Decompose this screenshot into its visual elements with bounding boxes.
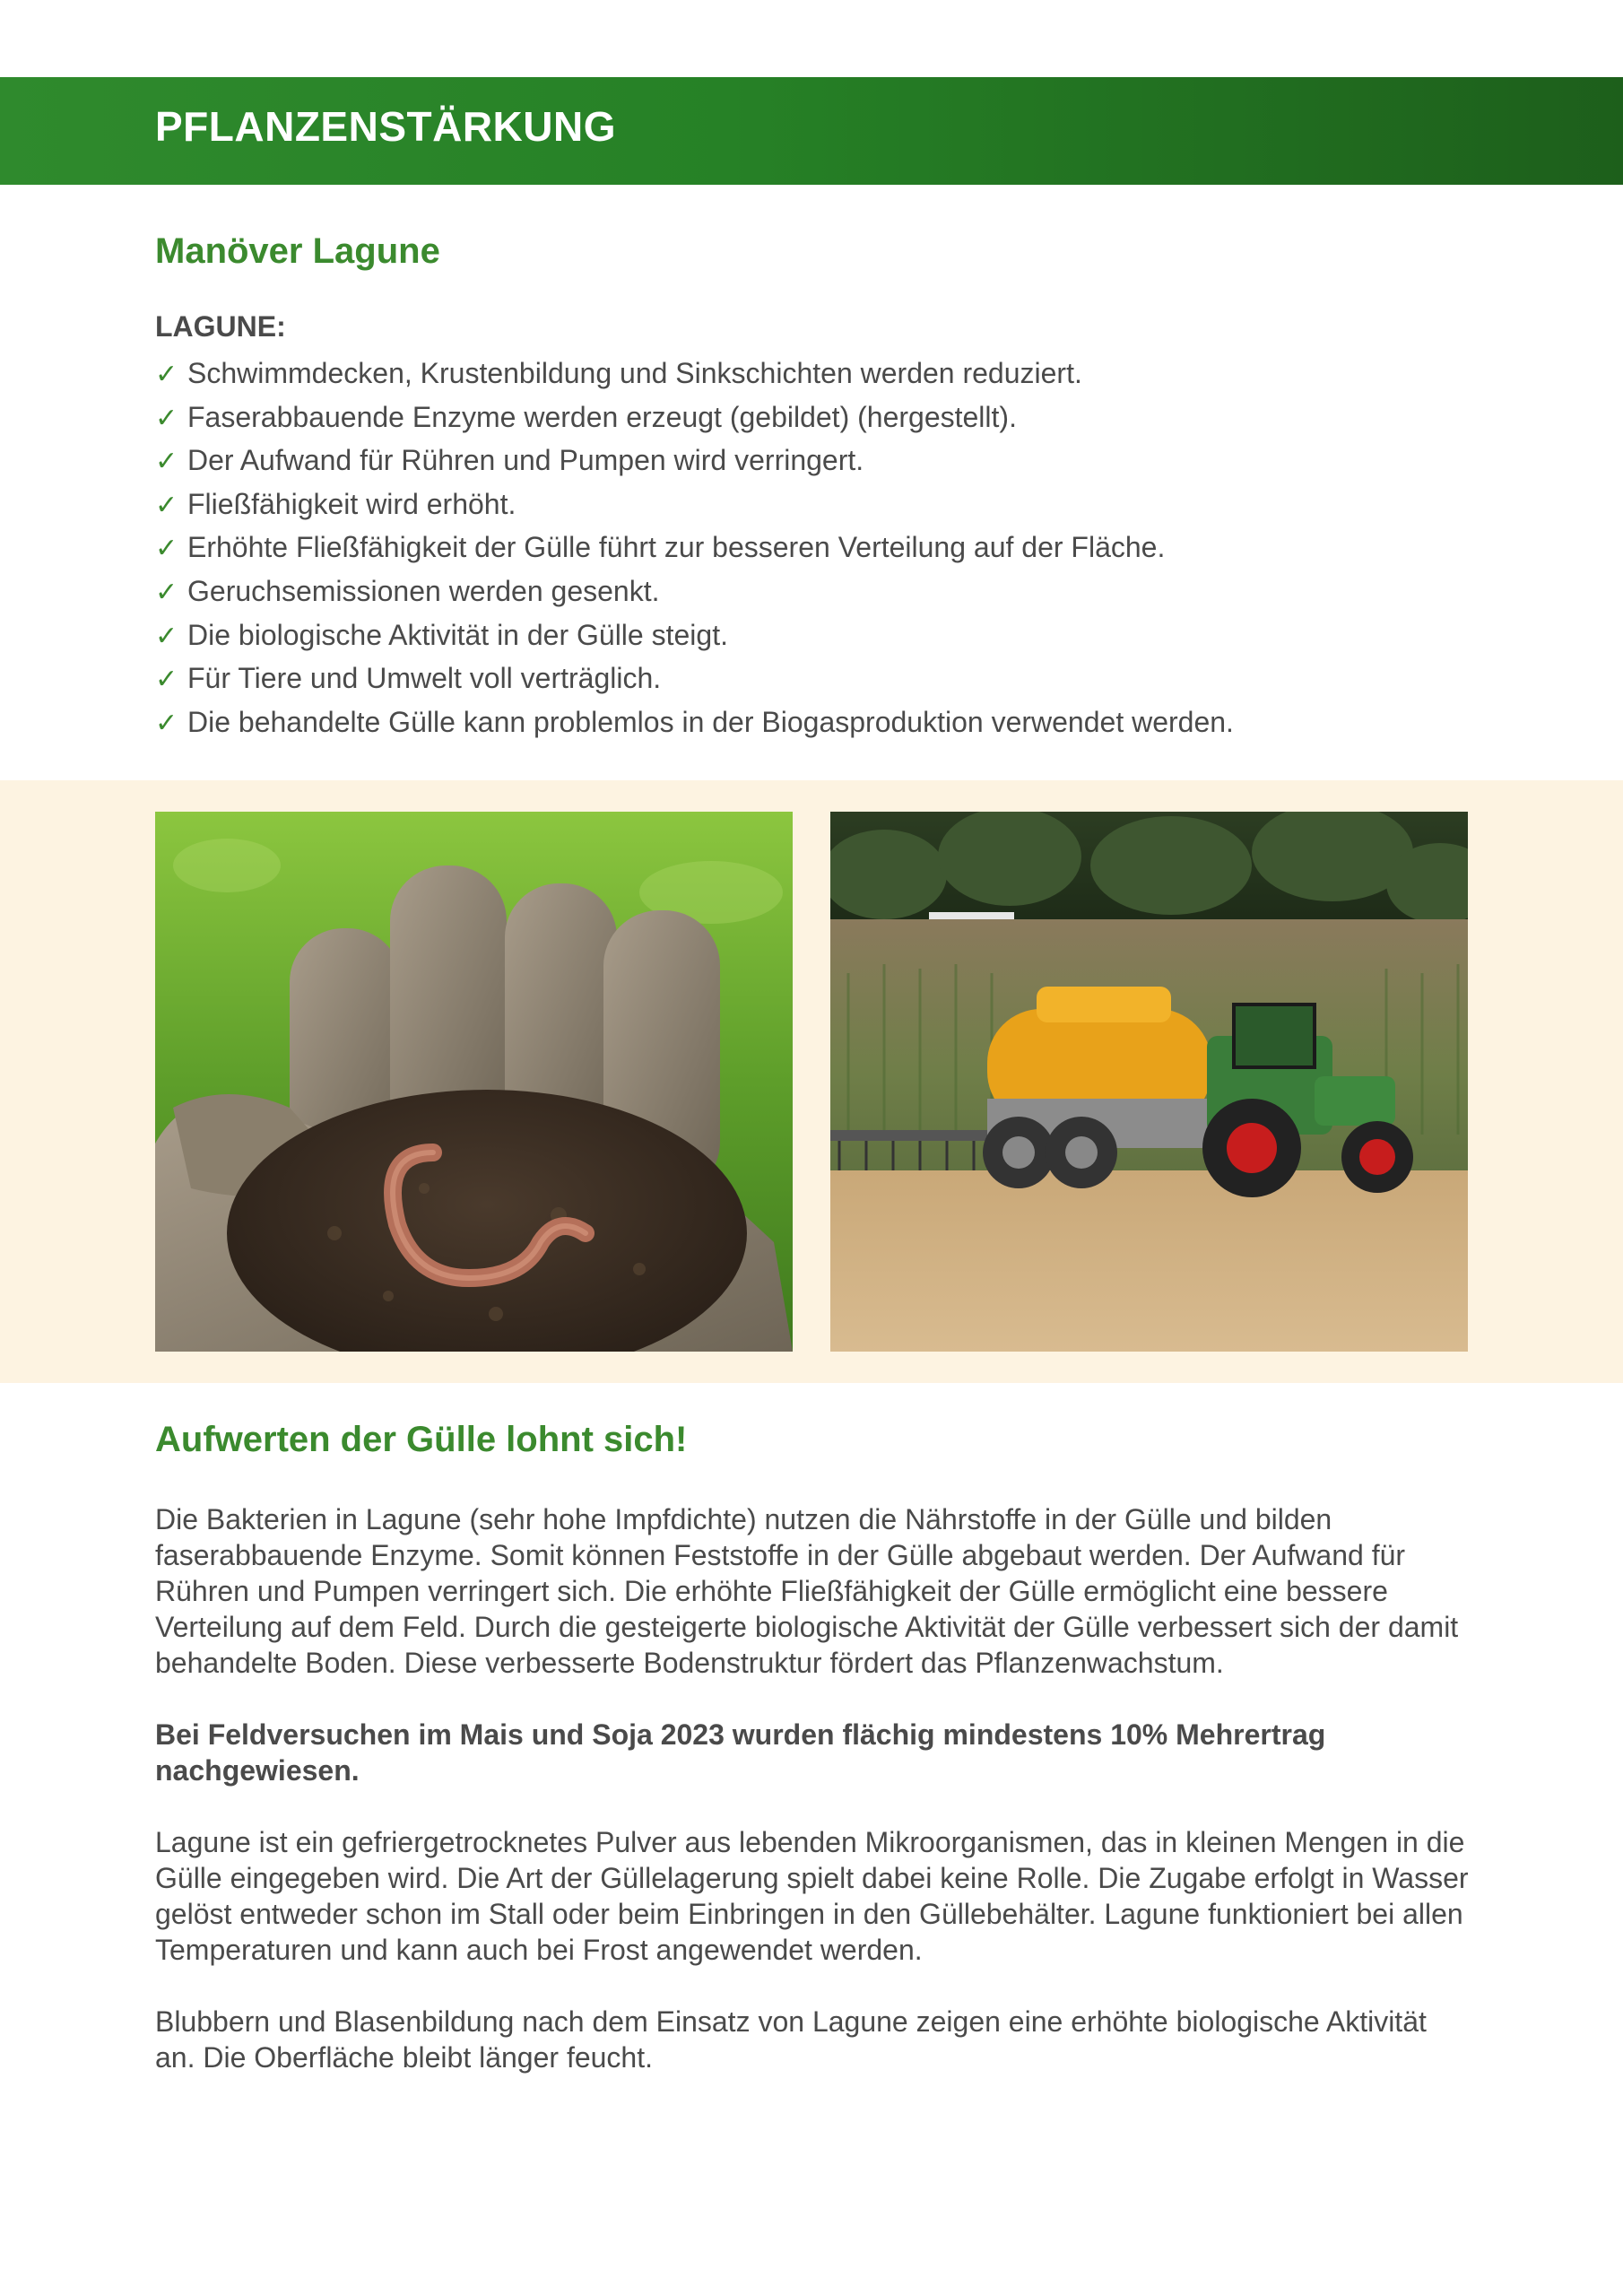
checklist-item — [155, 396, 1234, 439]
list-label: LAGUNE: — [155, 310, 286, 343]
checklist-item-text: Der Aufwand für Rühren und Pumpen wird verringert. — [187, 444, 864, 477]
banner-title: PFLANZENSTÄRKUNG — [155, 103, 616, 150]
check-icon: ✓ — [155, 489, 178, 521]
checklist-item — [155, 613, 1234, 657]
check-icon: ✓ — [155, 620, 178, 652]
paragraph-product-description: Lagune ist ein gefriergetrocknetes Pulver aus lebenden Mikroorganismen, das in kleinen Mengen in die Gülle eingegeben wird. Die Art der Güllelagerung spielt dabei keine Rolle. Die Zugabe erfolgt in Wasser gelöst entweder schon im Stall oder beim Einbringen in den Güllebehälter. Lagune funktioniert bei allen Temperaturen und kann auch bei Frost angewendet werden. — [155, 1826, 1469, 1966]
checklist-item-text: Schwimmdecken, Krustenbildung und Sinkschichten werden reduziert. — [187, 357, 1082, 389]
section-heading-manoever: Manöver Lagune — [155, 231, 440, 271]
checklist-item-text: Die behandelte Gülle kann problemlos in der Biogasproduktion verwendet werden. — [187, 705, 1234, 738]
check-icon: ✓ — [155, 359, 178, 390]
checklist-item-text: Geruchsemissionen werden gesenkt. — [187, 574, 660, 607]
check-icon: ✓ — [155, 664, 178, 696]
check-icon: ✓ — [155, 402, 178, 434]
section-banner — [0, 77, 1623, 185]
checklist-item — [155, 700, 1234, 744]
benefits-checklist — [155, 352, 1234, 744]
checklist-item-text: Faserabbauende Enzyme werden erzeugt (gebildet) (hergestellt). — [187, 400, 1017, 433]
paragraph-bacteria: Die Bakterien in Lagune (sehr hohe Impfdichte) nutzen die Nährstoffe in der Gülle und bilden faserabbauende Enzyme. Somit können Feststoffe in der Gülle abgebaut werden. Der Aufwand für Rühren und Pumpen verringert sich. Die erhöhte Fließfähigkeit der Gülle ermöglicht eine bessere Verteilung auf dem Feld. Durch die gesteigerte biologische Aktivität der Gülle verbessert sich der damit behandelte Boden. Diese verbesserte Bodenstruktur fördert das Pflanzenwachstum. — [155, 1503, 1459, 1679]
check-icon: ✓ — [155, 446, 178, 478]
tractor-slurry-tanker-photo — [830, 812, 1468, 1352]
checklist-item — [155, 439, 1234, 483]
section-heading-aufwerten: Aufwerten der Gülle lohnt sich! — [155, 1420, 688, 1459]
checklist-item — [155, 570, 1234, 613]
photo-band — [0, 780, 1623, 1383]
checklist-item-text: Fließfähigkeit wird erhöht. — [187, 487, 516, 520]
checklist-item — [155, 352, 1234, 396]
checklist-item — [155, 483, 1234, 526]
checklist-item — [155, 657, 1234, 700]
check-icon: ✓ — [155, 576, 178, 608]
paragraph-bubbling: Blubbern und Blasenbildung nach dem Einsatz von Lagune zeigen eine erhöhte biologische Aktivität an. Die Oberfläche bleibt länger feucht. — [155, 2005, 1427, 2074]
checklist-item-text: Für Tiere und Umwelt voll verträglich. — [187, 662, 662, 695]
checklist-item-text: Erhöhte Fließfähigkeit der Gülle führt zur besseren Verteilung auf der Fläche. — [187, 531, 1166, 564]
checklist-item-text: Die biologische Aktivität in der Gülle steigt. — [187, 618, 728, 651]
check-icon: ✓ — [155, 707, 178, 739]
earthworm-in-soil-photo — [155, 812, 793, 1352]
check-icon: ✓ — [155, 533, 178, 565]
paragraph-field-trials: Bei Feldversuchen im Mais und Soja 2023 wurden flächig mindestens 10% Mehrertrag nachgewiesen. — [155, 1718, 1326, 1787]
checklist-item — [155, 526, 1234, 570]
